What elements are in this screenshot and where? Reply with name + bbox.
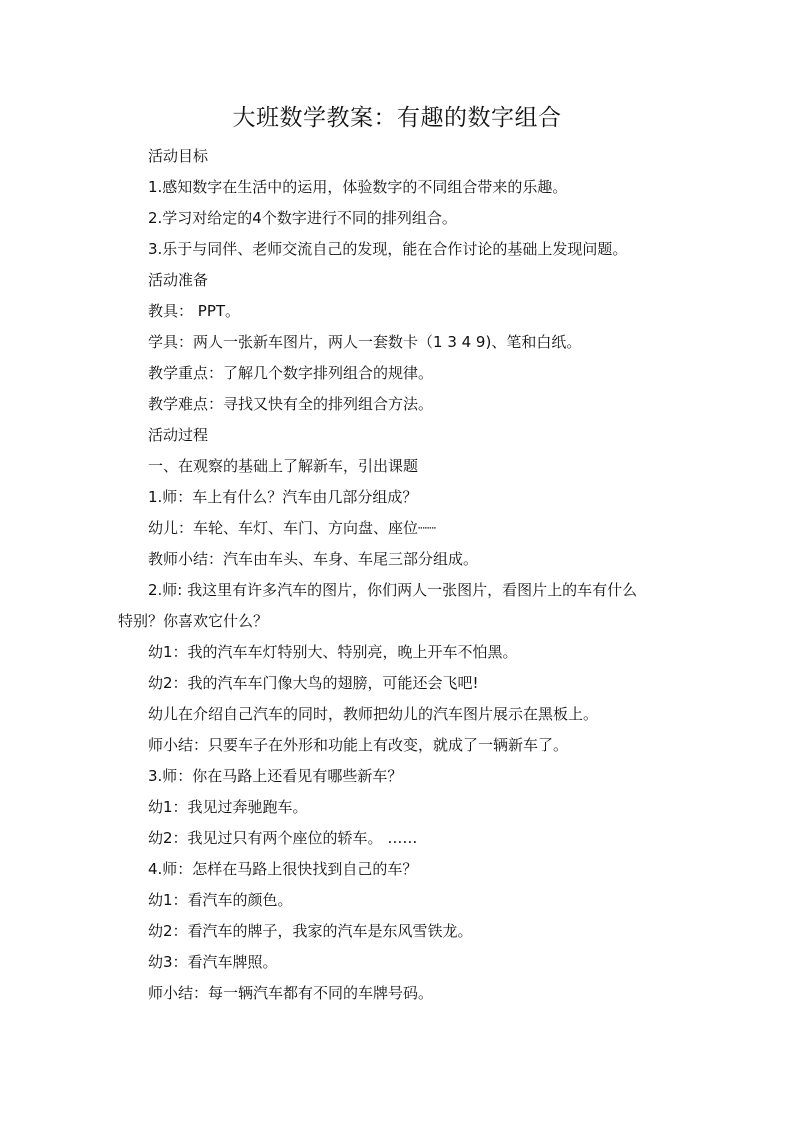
process-line: 3.师：你在马路上还看见有哪些新车？ [148, 767, 403, 785]
process-line: 师小结：只要车子在外形和功能上有改变，就成了一辆新车了。 [148, 736, 569, 754]
process-line: 师小结：每一辆汽车都有不同的车牌号码。 [148, 984, 434, 1002]
process-line: 幼儿：车轮、车灯、车门、方向盘、座位┈┈ [148, 519, 437, 537]
process-line: 幼2：我的汽车车门像大鸟的翅膀，可能还会飞吧! [148, 674, 479, 692]
process-part-1-heading: 一、在观察的基础上了解新车，引出课题 [148, 457, 419, 475]
prep-difficulty: 教学难点：寻找又快有全的排列组合方法。 [148, 395, 434, 413]
prep-student-materials: 学具：两人一张新车图片，两人一套数卡（1 3 4 9)、笔和白纸。 [148, 333, 582, 351]
process-line: 2.师: 我这里有许多汽车的图片，你们两人一张图片，看图片上的车有什么 [148, 581, 638, 599]
section-heading-preparation: 活动准备 [148, 271, 209, 289]
document-title: 大班数学教案：有趣的数字组合 [232, 105, 562, 131]
process-line: 幼儿在介绍自己汽车的同时，教师把幼儿的汽车图片展示在黑板上。 [148, 705, 599, 723]
process-line: 教师小结：汽车由车头、车身、车尾三部分组成。 [148, 550, 479, 568]
section-heading-goals: 活动目标 [148, 147, 209, 165]
process-line-continuation: 特别？你喜欢它什么？ [118, 612, 269, 630]
document-body [118, 141, 688, 1009]
section-heading-process: 活动过程 [148, 426, 209, 444]
prep-teaching-aids: 教具： PPT。 [148, 302, 241, 320]
process-line: 幼1：我见过奔驰跑车。 [148, 798, 308, 816]
process-line: 1.师：车上有什么？汽车由几部分组成？ [148, 488, 418, 506]
process-line: 幼2：看汽车的牌子，我家的汽车是东风雪铁龙。 [148, 922, 473, 940]
process-line: 幼2：我见过只有两个座位的轿车。 …… [148, 829, 418, 847]
process-line: 幼3：看汽车牌照。 [148, 953, 278, 971]
process-line: 幼1：看汽车的颜色。 [148, 891, 293, 909]
goal-item-2: 2.学习对给定的4个数字进行不同的排列组合。 [148, 209, 457, 227]
process-line: 4.师：怎样在马路上很快找到自己的车？ [148, 860, 418, 878]
goal-item-1: 1.感知数字在生活中的运用，体验数字的不同组合带来的乐趣。 [148, 178, 568, 196]
prep-key-point: 教学重点：了解几个数字排列组合的规律。 [148, 364, 434, 382]
process-line: 幼1：我的汽车车灯特别大、特别亮，晚上开车不怕黑。 [148, 643, 518, 661]
goal-item-3: 3.乐于与同伴、老师交流自己的发现，能在合作讨论的基础上发现问题。 [148, 240, 628, 258]
